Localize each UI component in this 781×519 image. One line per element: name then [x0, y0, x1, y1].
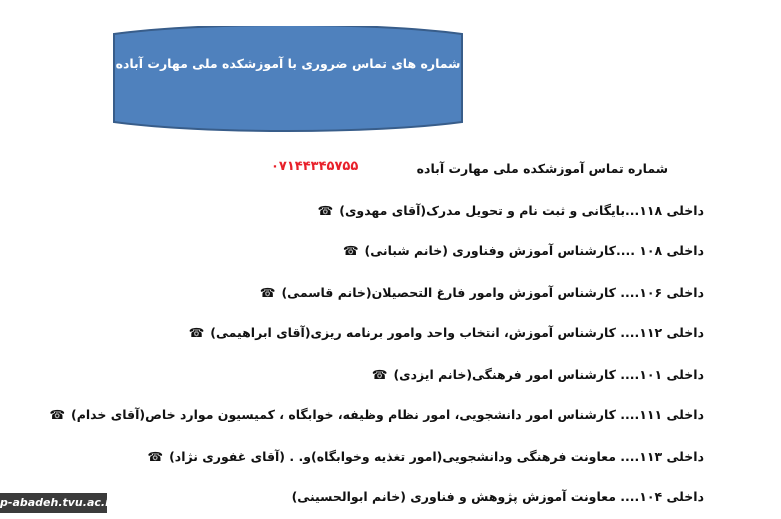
extension-text: داخلی ۱۰۶.... کارشناس آموزش وامور فارغ التحصیلان(خانم قاسمی)	[281, 285, 704, 300]
extension-text: داخلی ۱۰۸ ....کارشناس آموزش وفناوری (خانم شبانی)	[364, 243, 704, 258]
phone-icon: ☎	[188, 325, 205, 340]
extension-text: داخلی ۱۰۴.... معاونت آموزش پژوهش و فناوری (خانم ابوالحسینی)	[291, 489, 704, 504]
phone-icon: ☎	[147, 449, 164, 464]
phone-label: شماره تماس آموزشکده ملی مهارت آباده	[416, 161, 668, 176]
extension-text: داخلی ۱۰۱.... کارشناس امور فرهنگی(خانم ایزدی)	[393, 367, 704, 382]
title-banner	[112, 26, 464, 132]
banner-shape	[112, 26, 464, 132]
extension-line	[343, 243, 704, 258]
phone-icon: ☎	[259, 285, 276, 300]
extension-line	[189, 325, 704, 340]
extension-line	[292, 489, 704, 504]
extension-line	[147, 449, 704, 464]
extension-line	[260, 285, 704, 300]
extension-text: داخلی ۱۱۸...بایگانی و ثبت نام و تحویل مدرک(آقای مهدوی)	[339, 203, 704, 218]
phone-icon: ☎	[49, 407, 66, 422]
phone-icon: ☎	[371, 367, 388, 382]
banner-title: شماره های تماس ضروری با آموزشکده ملی مهارت آباده	[115, 56, 461, 71]
extension-line	[372, 367, 704, 382]
extension-text: داخلی ۱۱۱.... کارشناس امور دانشجویی، امور نظام وظیفه، خوابگاه ، کمیسیون موارد خاص(آقای خدام)	[71, 407, 704, 422]
extension-text: داخلی ۱۱۳.... معاونت فرهنگی ودانشجویی(امور تغذیه وخوابگاه)و. . (آقای غفوری نژاد)	[169, 449, 704, 464]
extension-line	[49, 407, 704, 422]
phone-icon: ☎	[342, 243, 359, 258]
extension-line	[318, 203, 704, 218]
phone-icon: ☎	[317, 203, 334, 218]
extension-text: داخلی ۱۱۲.... کارشناس آموزش، انتخاب واحد وامور برنامه ریزی(آقای ابراهیمی)	[210, 325, 704, 340]
phone-number: ۰۷۱۴۴۳۴۵۷۵۵	[271, 159, 359, 174]
source-url-tag[interactable]: p-abadeh.tvu.ac.ir	[0, 493, 107, 513]
